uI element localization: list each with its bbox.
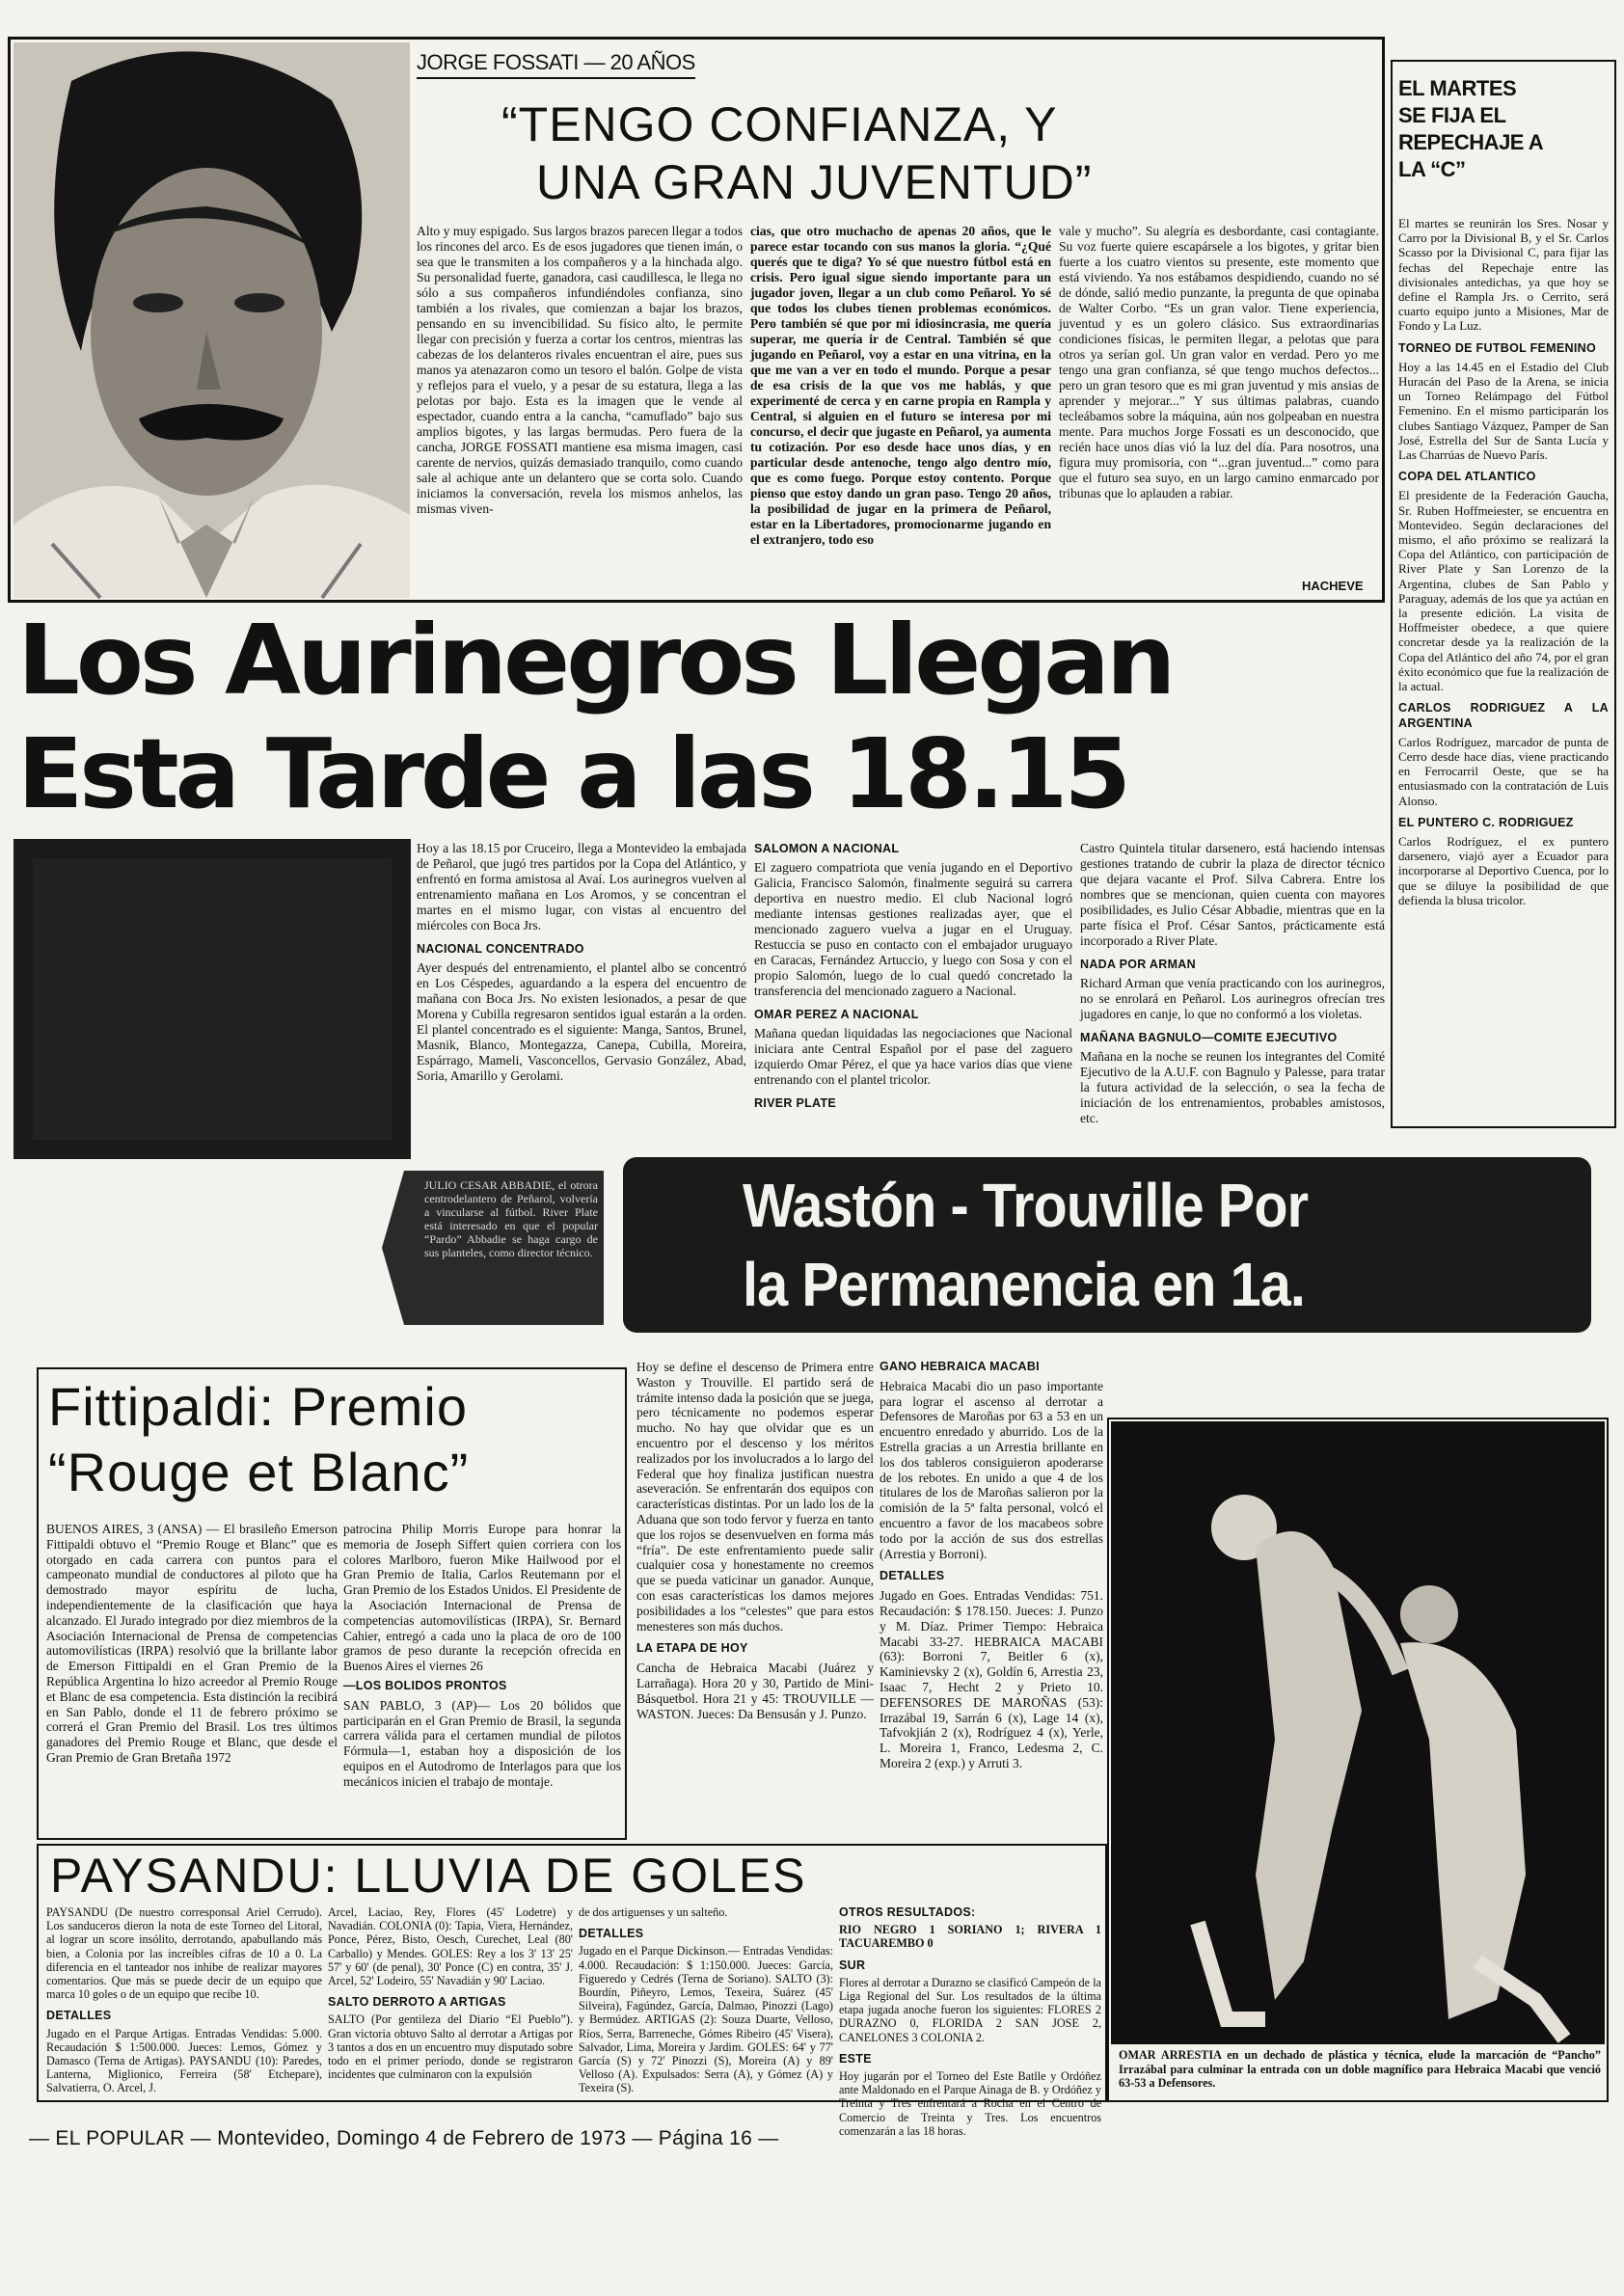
paysandu-headline: PAYSANDU: LLUVIA DE GOLES [50, 1849, 807, 1903]
aurinegros-col3 [1080, 841, 1385, 1130]
page-footer: — EL POPULAR — Montevideo, Domingo 4 de Febrero de 1973 — Página 16 — [29, 2127, 779, 2149]
detalles-text: Jugado en Goes. Entradas Vendidas: 751. Recaudación: $ 178.150. Jueces: J. Punzo y M. Díaz. Primer Tiempo: Hebraica Macabi 33-27. HEBRAICA MACABI (63): Borroni 7, Beitler 6 (x), Kaminievsky 2 (x), Goldín 6, Arrestia 23, Isaac 7, Hecht 2 y Prieto 10. DEFENSORES DE MAROÑAS (53): Irrazábal 19, Sarrán 6 (x), Lage 14 (x), Tafvokjián 2 (x), Rodríguez 4 (x), Yerle, L. Moreira 1, Franco, Ledesma 2, C. Moreira 2 (exp.) y Arruti 3. [880, 1588, 1103, 1770]
fossati-signature: HACHEVE [1302, 579, 1364, 593]
sidebar-p5: Carlos Rodríguez, el ex puntero darsenero, viajó ayer a Ecuador para incorporarse al Deportivo Cuenca, por lo que se diluye la posibilidad de que defienda la blusa tricolor. [1398, 833, 1609, 907]
sidebar-h4: CARLOS RODRIGUEZ A LA ARGENTINA [1398, 701, 1609, 730]
abbadie-caption-text: JULIO CESAR ABBADIE, el otrora centrodelantero de Peñarol, volvería a vincularse al fútbol. River Plate está interesado en que el popular “Pardo” Abbadie se haga cargo de sus planteles, como director técnico. [424, 1178, 598, 1259]
paysandu-det2-head: DETALLES [579, 1927, 644, 1941]
fittipaldi-col2 [343, 1522, 621, 1836]
arman-head: NADA POR ARMAN [1080, 958, 1196, 971]
fossati-col2-text: cias, que otro muchacho de apenas 20 años, que le parece estar tocando con sus manos la gloria. “¿Qué querés que te diga? Yo sé que nuestro fútbol está en crisis. Pero igual sigue siendo importante para un jugador joven, llegar a un club como Peñarol. Yo sé que todos los clubes tienen problemas económicos. Pero también sé que por mi idiosincrasia, me quería superar, me quería ir de Central. También sé que jugando en Peñarol, voy a estar en una vitrina, en la que me van a ver en todo el mundo. Porque a pesar de esa crisis de la que vos me hablás, y que experimenté de cerca y en carne propia en Rampla y Central, si alguien en el futuro se interesa por mi concurso, el decir que jugaste en Peñarol, ya aumenta tu cotización. Por eso desde hace unos días, y en particular desde antenoche, tengo algo dentro mío, que es como fuego. Porque estoy contento. Porque pienso que estoy dando un gran paso. Tengo 20 años, la posibilidad de jugar en la primera de Peñarol, estar en la Libertadores, promocionarme jugando en el extranjero, todo eso [750, 224, 1051, 547]
aurinegros-headline-line2: Esta Tarde a las 18.15 [17, 717, 1127, 830]
paysandu-col2 [328, 1905, 573, 2098]
basket-photo [1111, 1421, 1605, 2044]
etapa-head: LA ETAPA DE HOY [636, 1641, 748, 1656]
aurinegros-col1 [417, 841, 746, 1159]
paysandu-det-head: DETALLES [46, 2009, 112, 2023]
sidebar-p4: Carlos Rodríguez, marcador de punta de Cerro desde hace días, viene practicando en Ferrocarril Oeste, que se ha entusiasmado con la contratación de Luis Alonso. [1398, 734, 1609, 808]
fittipaldi-headline-line1: Fittipaldi: Premio [48, 1376, 469, 1437]
arman-text: Richard Arman que venía practicando con los aurinegros, no se enrolará en Peñarol. Los aurinegros ofrecían tres jugadores en canje, lo que no conformó a los violetas. [1080, 976, 1385, 1021]
waston-headline-line1: Wastón - Trouville Por [743, 1171, 1309, 1240]
abbadie-caption [424, 1178, 598, 1319]
sidebar-h3: COPA DEL ATLANTICO [1398, 470, 1536, 484]
este-head: ESTE [839, 2051, 872, 2066]
fossati-headline-line2: UNA GRAN JUVENTUD” [536, 155, 1093, 209]
waston-headline-line2: la Permanencia en 1a. [743, 1250, 1306, 1319]
aurinegros-col2 [754, 841, 1072, 1159]
salomon-text: El zaguero compatriota que venía jugando en el Deportivo Galicia, Francisco Salomón, finalmente seguirá su carrera deportiva en nuestro medio. El club Nacional logró mediante intensas gestiones realizadas ayer, que el mencionado zaguero vuelva a jugar en el Uruguay. Restuccia se puso en contacto con el embajador uruguayo en Caracas, Fernández Artuccio, y luego con Sosa y con el propio Salomón, luego de lo cual quedó concretado la transferencia del mencionado zaguero a Nacional. [754, 860, 1072, 998]
fossati-col2 [750, 224, 1051, 595]
waston-text: Hoy se define el descenso de Primera entre Waston y Trouville. El partido será de trámite intenso dada la posición que se juega, pero técnicamente no podemos esperar mucho. No hay que olvidar que es un encuentro por el descenso y los méritos realizados por los involucrados a lo largo del Federal que hoy finaliza justifican nuestra aseveración. Se enfrentarán dos equipos con características distintas. Por un lado los de la Aduana que son todo fervor y fuerza en tanto que los rojos se desenvuelven en forma más “fría”. De este enfrentamiento puede salir cualquier cosa y honestamente no creemos que se pueda vaticinar un ganador. Aunque, con esas características los damos mejores posibilidades a los “celestes” que para estos menesteres son más duchos. [636, 1360, 874, 1634]
sidebar-text [1398, 216, 1609, 1122]
gano-head: GANO HEBRAICA MACABI [880, 1360, 1040, 1373]
fittipaldi-col1-text: BUENOS AIRES, 3 (ANSA) — El brasileño Emerson Fittipaldi obtuvo el “Premio Rouge et Blanc” que es otorgado en cada carrera con puntos para el campeonato mundial de conductores al piloto que ha demostrado mayor espíritu de lucha, independientemente de la clasificación que haya alcanzado. El Jurado integrado por diez miembros de la Asociación Internacional de Prensa de competencias automovilísticas (IRPA) resolvió que la brillante labor de Emerson Fittipaldi en el Gran Premio de la República Argentina lo hizo acreedor al Premio Rouge et Blanc de esa competencia. Esta distinción la recibirá en San Pablo, donde el 11 de febrero próximo se correrá el Gran Premio del Brasil. Los tres últimos ganadores del Premio Rouge et Blanc, que desde el Gran Premio de Gran Bretaña 1972 [46, 1522, 338, 1765]
fossati-headline-line1: “TENGO CONFIANZA, Y [501, 97, 1058, 151]
bagnulo-head: MAÑANA BAGNULO—COMITE EJECUTIVO [1080, 1031, 1338, 1044]
paysandu-det2-text: Jugado en el Parque Dickinson.— Entradas Vendidas: 4.000. Recaudación: $ 1:150.000. Jueces: García, Figueredo y Cedrés (Terna de Soriano). SALTO (3): Bourdín, Piñeyro, Lemos, Texeira, Suárez (45' Silveira), Fagúndez, García, Dalmao, Pinozzi (Lago) y Bermúdez. ARTIGAS (2): Souza Duarte, Velloso, Ríos, Serra, Barreneche, Gómes Ribeiro (45' Visera), Salvador, Lima, Moreira y Jardim. GOLES: 64' y 77' García (S) y 72' Pinozzi (S), Moreira (A) y 89' Velloso (A). Expulsados: Serra (A), y Gómez (A) y Texeira (S). [579, 1944, 833, 2095]
fossati-col1 [417, 224, 743, 595]
paysandu-col4 [839, 1905, 1101, 2138]
fossati-portrait-photo [14, 42, 410, 598]
bolidos-text: SAN PABLO, 3 (AP)— Los 20 bólidos que participarán en el Gran Premio de Brasil, la segunda carrera válida para el certamen mundial de pilotos Fórmula—1, estaban hoy a disposición de los equipos en el Autodromo de Interlagos para que los mecánicos inicien el trabajo de montaje. [343, 1697, 621, 1789]
otros-text: RIO NEGRO 1 SORIANO 1; RIVERA 1 TACUAREMBO 0 [839, 1923, 1101, 1951]
fittipaldi-col2-text: patrocina Philip Morris Europe para honrar la memoria de Joseph Siffert quien corriera con los colores Marlboro, fueron Mike Hailwood por el Gran Premio de Italia, Carlos Reutemann por el Gran Premio de los Estados Unidos. El Presidente de la Asociación Internacional de Prensa de competencias automovilísticas (IRPA), Sr. Bernard Cahier, entregó a cada uno la placa de oro de 100 gramos de peso durante la recepción ofrecida en Buenos Aires el viernes 26 [343, 1522, 621, 1674]
waston-col1 [636, 1360, 874, 1842]
omar-head: OMAR PEREZ A NACIONAL [754, 1008, 919, 1021]
sidebar-headline: EL MARTES SE FIJA EL REPECHAJE A LA “C” [1398, 76, 1543, 181]
fittipaldi-headline-line2: “Rouge et Blanc” [48, 1442, 470, 1502]
basketball-players-icon [1111, 1421, 1605, 2044]
nacional-text: Ayer después del entrenamiento, el plantel albo se concentró en Los Céspedes, aguardando a la espera del encuentro de mañana con Boca Jrs. No existen lesionados, a pesar de que Morena y Cubilla regresaron sentidos igual estarán a la orden. El plantel concentrado es el siguiente: Manga, Santos, Brunel, Masnik, Blanco, Montegazza, Canepa, Cubilla, Moreira, Espárrago, Mameli, Vasconcellos, Gervasio González, Abad, Soria, Amarillo y Gerolami. [417, 960, 746, 1083]
etapa-text: Cancha de Hebraica Macabi (Juárez y Larrañaga). Hora 20 y 30, Partido de Mini-Básquetbol. Hora 21 y 45: TROUVILLE — WASTON. Jueces: Da Bensusán y J. Punzo. [636, 1661, 874, 1721]
aurinegros-headline-line1: Los Aurinegros Llegan [17, 604, 1173, 716]
sidebar-h5: EL PUNTERO C. RODRIGUEZ [1398, 815, 1574, 829]
paysandu-col3a-text: de dos artiguenses y un salteño. [579, 1905, 728, 1919]
basket-caption-text: OMAR ARRESTIA en un dechado de plástica y técnica, elude la marcación de “Pancho” Irrazábal para culminar la entrada con un doble magnífico para Hebraica Macabi que venció 63-53 a Defensores. [1119, 2048, 1601, 2090]
castro-text: Castro Quintela titular darsenero, está haciendo intensas gestiones tratando de cubrir la plaza de director técnico que dejara vacante el Prof. Silva Cabrera. Entre los nombres que se mencionan, quien cuenta con mayores posibilidades, es Julio César Abbadie, mientras que en la parte física el Prof. César Santos, prácticamente está incorporado a River Plate. [1080, 841, 1385, 948]
detalles-head: DETALLES [880, 1569, 945, 1583]
fossati-portrait-icon [14, 42, 410, 598]
photo-icon [14, 839, 411, 1159]
este-text: Hoy jugarán por el Torneo del Este Batlle y Ordóñez ante Maldonado en el Parque Ainaga de B. y Ordóñez y Treinta y Tres enfrentará a Rocha en el Centro de Comercio de Treinta y Tres. Los encuentros comenzarán a las 18 horas. [839, 2069, 1101, 2138]
paysandu-col3 [579, 1905, 833, 2098]
sidebar-p3: El presidente de la Federación Gaucha, Sr. Ruben Hoffmeiester, se encuentra en Montevideo. Según declaraciones del mismo, el año próximo se realizará la Copa del Atlántico, con participación de River Plate y San Lorenzo de la Argentina, clubes de San Pablo y Paraguay, además de los que ya actúan en la presente edición. La visita de Hoffmeister obedece, a que quiere concretar desde ya la realización de la Copa del Atlántico del año 74, por el gran éxito económico que fue la realización de la actual. [1398, 488, 1609, 694]
omar-text: Mañana quedan liquidadas las negociaciones que Nacional iniciara ante Central Español por el pase del zaguero izquierdo Omar Pérez, el que ya hace varios días que viene entrenando con el plantel tricolor. [754, 1026, 1072, 1087]
sidebar-h2: TORNEO DE FUTBOL FEMENINO [1398, 340, 1596, 355]
otros-head: OTROS RESULTADOS: [839, 1905, 976, 1919]
basket-caption [1119, 2048, 1601, 2098]
nacional-head: NACIONAL CONCENTRADO [417, 942, 584, 956]
paysandu-det-text: Jugado en el Parque Artigas. Entradas Vendidas: 5.000. Recaudación $ 1:500.000. Jueces: Lemos, Gómez y Damasco (Terna de Artigas). PAYSANDU (10): Paredes, Lanterna, Miglionico, Ferreira (58' Etchepare), Salvatierra, O. Arcel, J. [46, 2026, 322, 2095]
sur-head: SUR [839, 1958, 866, 1972]
fossati-col1-text: Alto y muy espigado. Sus largos brazos parecen llegar a todos los rincones del arco. Es de esos jugadores que tienen imán, o sea que le transmiten a los compañeros y a la hinchada algo. Su personalidad fuerte, ganadora, casi caudillesca, le llega no sólo a sus compañeros infundiéndoles confianza, sino también a los rivales, que comienzan a bajar los brazos, pensando en su invencibilidad. Su físico alto, le permite llegar con precisión y fuerza a cortar los centros, mientras las cabezas de los delanteros rivales encuentran el aire, pues sus manos ya atenazaron como un tesoro el balón. Golpe de vista y reflejos para el vuelo, y a pesar de su estatura, llega a las pelotas por bajo. Esta es la imagen que le vende al espectador, cuando entra a la cancha, “camuflado” bajo sus amplios bigotes, y las largas bermudas. Pero fuera de la cancha, JORGE FOSSATI mantiene esa misma imagen, casi carente de nervios, quizás demasiado tranquilo, como cuando sale al achique ante un delantero que se corta solo. Cuando iniciamos la conversación, revela los mismos anhelos, las mismas viven- [417, 224, 743, 516]
abbadie-photo [14, 839, 411, 1159]
paysandu-col2-text: Arcel, Laciao, Rey, Flores (45' Lodetre) y Navadián. COLONIA (0): Tapia, Viera, Hernández, Ponce, Pérez, Bisto, Oesch, Curechet, Leal (80' Carballo) y Mendes. GOLES: Rey a los 3' 13' 25' 57' y 60' (de penal), 30' Ponce (C) en contra, 35' J. Arcel, 52' Lodeiro, 55' Navadián y 90' Laciao. [328, 1905, 573, 1988]
paysandu-col1 [46, 1905, 322, 2098]
fittipaldi-col1 [46, 1522, 338, 1836]
paysandu-col1-text: PAYSANDU (De nuestro corresponsal Ariel Cerrudo). Los sanduceros dieron la nota de este Torneo del Litoral, al lograr un score insólito, derrotando, apabullando más bien, a Colonia por las increíbles cifras de 10 a 0. La diferencia en el tanteador nos inhibe de realizar mayores comentarios. Que más se puede decir de un equipo que marca 10 goles o de un equipo que recibe 10. [46, 1905, 322, 2002]
sidebar-p2: Hoy a las 14.45 en el Estadio del Club Huracán del Paso de la Arena, se inicia un Torneo Relámpago del Fútbol Femenino. En el mismo participarán los clubes Santiago Vázquez, Pamper de San José, Estrella del Sur de Santa Lucía y Las Charrúas de Nuevo París. [1398, 359, 1609, 463]
river-head: RIVER PLATE [754, 1096, 837, 1110]
bagnulo-text: Mañana en la noche se reunen los integrantes del Comité Ejecutivo de la A.U.F. con Bagnulo y Palesse, para tratar la futura actividad de la selección, o sea la fecha de iniciación de los entrenamientos, probables amistosos, etc. [1080, 1049, 1385, 1125]
gano-text: Hebraica Macabi dio un paso importante para lograr el ascenso al derrotar a Defensores de Maroñas por 63 a 53 en un encuentro enredado y aburrido. Los de la Estrella gracias a un Arrestia brillante en los dos tableros consiguieron apoderarse de los rebotes. En unido a que 4 de los titulares de los de Maroñas salieron por la comisión de la 5ª falta personal, volcó el encuentro a favor de los macabeos sobre todo por la acción de sus dos estrellas (Arrestia y Borroni). [880, 1378, 1103, 1561]
salomon-head: SALOMON A NACIONAL [754, 842, 900, 855]
fossati-col3 [1059, 224, 1379, 573]
salto-text: SALTO (Por gentileza del Diario “El Pueblo”). Gran victoria obtuvo Salto al derrotar a Artigas por 3 tantos a dos en un encuentro muy disputado sobre todo en el primer período, donde se registraron incidentes que culminaron con la expulsión [328, 2012, 573, 2082]
salto-head: SALTO DERROTO A ARTIGAS [328, 1995, 506, 2010]
bolidos-head: —LOS BOLIDOS PRONTOS [343, 1678, 507, 1692]
aurinegros-intro: Hoy a las 18.15 por Cruceiro, llega a Montevideo la embajada de Peñarol, que jugó tres partidos por la Copa del Atlántico, y enfrentó en forma amistosa al Avaí. Los aurinegros vuelven al entrenamiento mañana en Los Aromos, y se concentran el martes en el mismo lugar, con vistas al encuentro del miércoles con Boca Jrs. [417, 841, 746, 932]
fossati-col3-text: vale y mucho”. Su alegría es desbordante, casi contagiante. Su voz fuerte quiere escapársele a los bigotes, y gritar bien fuerte a los cuatro vientos su presente, este momento que está viviendo. Ya nos estábamos despidiendo, cuando no sé de dónde, salió medio punzante, la pregunta de que opinaba de Walter Corbo. “Es un gran valor. Tiene experiencia, juventud y es un golero clásico. Sus extraordinarias condiciones físicas, le permiten llegar, a pelotas que para otros ya serían gol. Un gran valor en verdad. Pero yo me tengo una gran confianza, sé que tengo muchos defectos... pero un gran tesoro que es mi gran juventud y mis ansias de aprender y mejorar...” Y sus últimas palabras, cuando tecleábamos sobre la máquina, aún nos golpeaban en nuestra mente. Para muchos Jorge Fossati es un desconocido, que recién hace unos días vió la luz del día. Para nosotros, una figura muy promisoria, con “...gran juventud...” como para que el futuro sea suyo, en un largo camino enmarcado por tribunas que lo aplauden a rabiar. [1059, 224, 1379, 500]
sidebar-p1: El martes se reunirán los Sres. Nosar y Carro por la Divisional B, y el Sr. Carlos Scasso por la Divisional C, para fijar las fechas del Repechaje entre las divisionales antedichas, ya que hoy se define el Rampla Jrs. o Cerrito, será cuarto equipo junto a Misiones, Mar de Fondo y La Luz. [1398, 216, 1609, 334]
fossati-kicker: JORGE FOSSATI — 20 AÑOS [417, 50, 695, 79]
waston-col2 [880, 1360, 1103, 1842]
sur-text: Flores al derrotar a Durazno se clasificó Campeón de la Liga Regional del Sur. Los resultados de la última etapa jugada anoche fueron los siguientes: FLORES 2 DURAZNO 0, FLORIDA 2 SAN JOSE 2, CANELONES 3 COLONIA 2. [839, 1975, 1101, 2044]
